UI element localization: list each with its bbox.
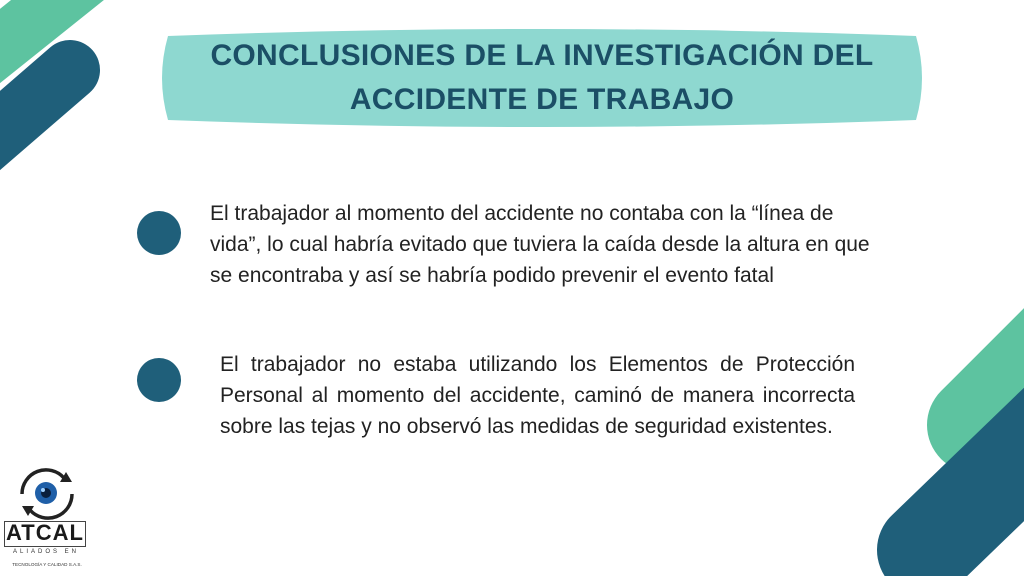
- title-line-2: ACCIDENTE DE TRABAJO: [349, 83, 735, 116]
- conclusion-text-1: El trabajador al momento del accidente no contaba con la “línea de vida”, lo cual habría evitado que tuviera la caída desde la altura en que se encontraba y así se habría podido prevenir el evento fatal: [210, 202, 870, 287]
- logo-brand-text: ATCAL: [4, 521, 86, 547]
- logo-tagline-1: ALIADOS EN: [12, 549, 79, 555]
- bullet-dot-2: [137, 358, 181, 402]
- page-title: [158, 30, 926, 126]
- conclusion-text-2: El trabajador no estaba utilizando los Elementos de Protección Personal al momento del accidente, caminó de manera incorrecta sobre las tejas y no observó las medidas de seguridad existentes.: [220, 353, 855, 438]
- logo-tagline-2: TECNOLOGÍA Y CALIDAD S.A.S.: [12, 562, 82, 567]
- top-left-navy-stripe: [0, 70, 70, 165]
- bullet-dot-1: [137, 211, 181, 255]
- eye-arrows-icon: [2, 464, 92, 574]
- title-line-1: CONCLUSIONES DE LA INVESTIGACIÓN DEL: [210, 39, 874, 72]
